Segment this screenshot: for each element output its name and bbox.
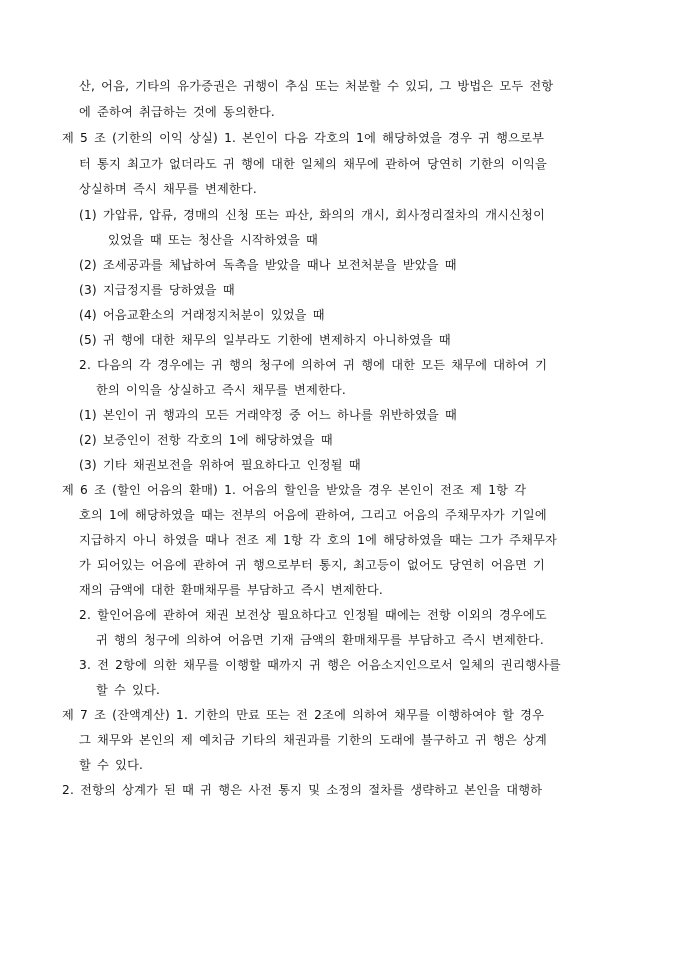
- text-line: 호의 1에 해당하였을 때는 전부의 어음에 관하여, 그리고 어음의 주채무자가 기일에: [79, 508, 547, 522]
- text-line: 산, 어음, 기타의 유가증권은 귀행이 추심 또는 처분할 수 있되, 그 방법은 모두 전항: [79, 79, 554, 93]
- text-line: 그 채무와 본인의 제 예치금 기타의 채권과를 기한의 도래에 불구하고 귀 행은 상계: [79, 733, 548, 747]
- text-line: 귀 행의 청구에 의하여 어음면 기재 금액의 환매채무를 부담하고 즉시 변제한다.: [96, 633, 544, 647]
- text-line: 할 수 있다.: [96, 683, 161, 697]
- text-line: 있었을 때 또는 청산을 시작하였을 때: [108, 233, 318, 247]
- text-line: 2. 할인어음에 관하여 채권 보전상 필요하다고 인정될 때에는 전항 이외의 경우에도: [79, 608, 547, 622]
- list-item: (2) 보증인이 전항 각호의 1에 해당하였을 때: [79, 433, 333, 447]
- text-line: 3. 전 2항에 의한 채무를 이행할 때까지 귀 행은 어음소지인으로서 일체의 권리행사를: [79, 658, 561, 672]
- list-item: (1) 가압류, 압류, 경매의 신청 또는 파산, 화의의 개시, 회사정리절차의 개시신청이: [79, 208, 546, 222]
- text-line: 한의 이익을 상실하고 즉시 채무를 변제한다.: [96, 383, 346, 397]
- text-line: 할 수 있다.: [79, 758, 144, 772]
- list-item: (1) 본인이 귀 행과의 모든 거래약정 중 어느 하나를 위반하였을 때: [79, 408, 457, 422]
- text-line: 2. 다음의 각 경우에는 귀 행의 청구에 의하여 귀 행에 대한 모든 채무에 대하여 기: [79, 358, 548, 372]
- text-line: 2. 전항의 상계가 된 때 귀 행은 사전 통지 및 소정의 절차를 생략하고 본인을 대행하: [62, 783, 543, 797]
- list-item: (3) 기타 채권보전을 위하여 필요하다고 인정될 때: [79, 458, 361, 472]
- text-line: 상실하며 즉시 채무를 변제한다.: [79, 182, 257, 196]
- list-item: (4) 어음교환소의 거래정지처분이 있었을 때: [79, 308, 325, 322]
- text-line: 에 준하여 취급하는 것에 동의한다.: [79, 105, 275, 119]
- article-6-heading: 제 6 조 (할인 어음의 환매) 1. 어음의 할인을 받았을 경우 본인이 전조 제 1항 각: [62, 483, 527, 497]
- list-item: (5) 귀 행에 대한 채무의 일부라도 기한에 변제하지 아니하였을 때: [79, 333, 451, 347]
- text-line: 재의 금액에 대한 환매채무를 부담하고 즉시 변제한다.: [79, 583, 383, 597]
- text-line: 지급하지 아니 하였을 때나 전조 제 1항 각 호의 1에 해당하였을 때는 그가 주채무자: [79, 533, 558, 547]
- list-item: (3) 지급정지를 당하였을 때: [79, 283, 235, 297]
- text-line: 가 되어있는 어음에 관하여 귀 행으로부터 통지, 최고등이 없어도 당연히 어음면 기: [79, 558, 546, 572]
- article-5-heading: 제 5 조 (기한의 이익 상실) 1. 본인이 다음 각호의 1에 해당하였을 경우 귀 행으로부: [62, 131, 545, 145]
- list-item: (2) 조세공과를 체납하여 독촉을 받았을 때나 보전처분을 받았을 때: [79, 258, 457, 272]
- text-line: 터 통지 최고가 없더라도 귀 행에 대한 일체의 채무에 관하여 당연히 기한의 이익을: [79, 157, 548, 171]
- article-7-heading: 제 7 조 (잔액계산) 1. 기한의 만료 또는 전 2조에 의하여 채무를 이행하여야 할 경우: [62, 708, 545, 722]
